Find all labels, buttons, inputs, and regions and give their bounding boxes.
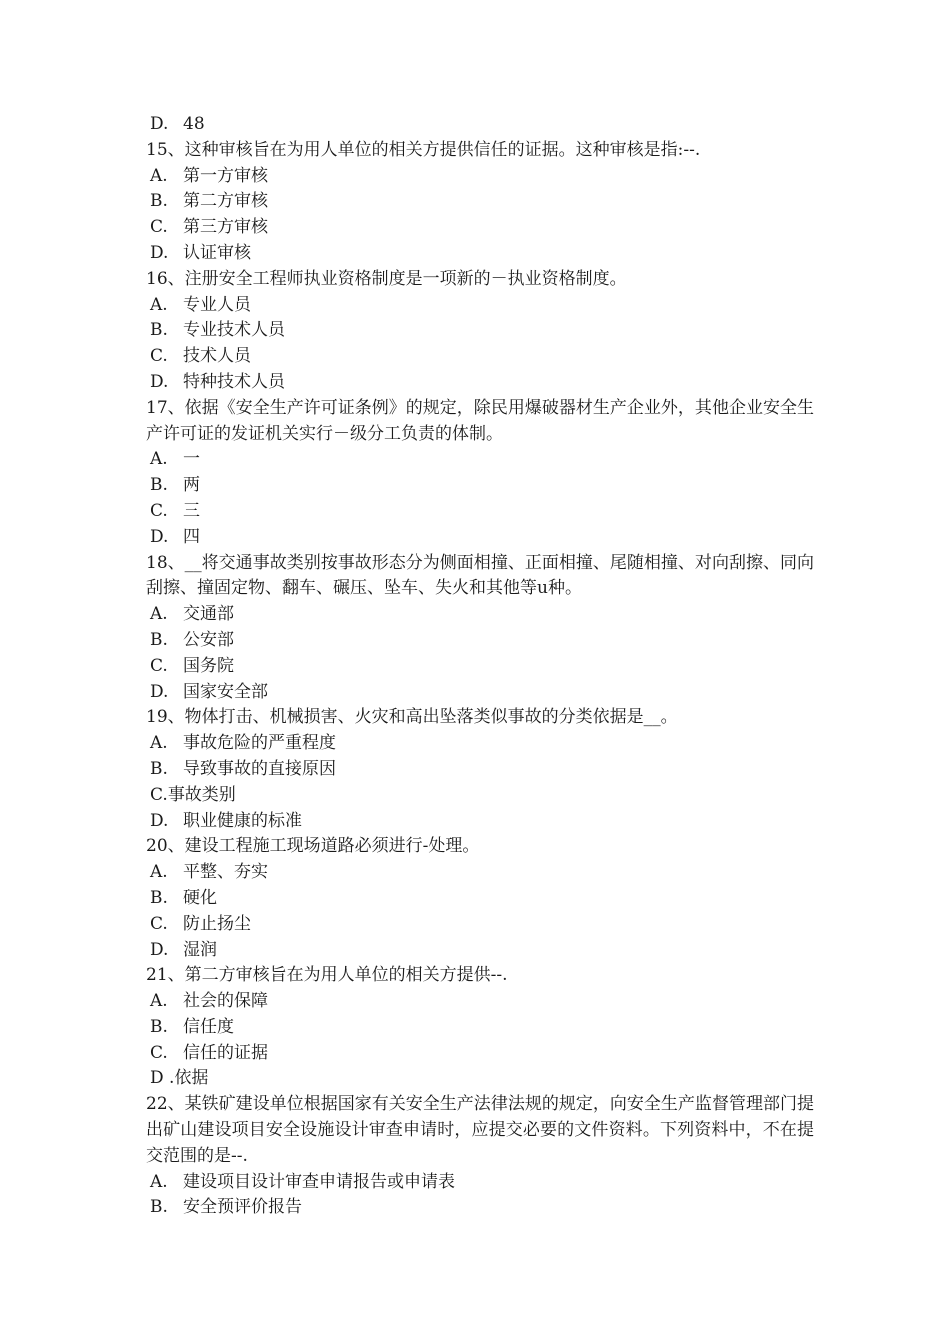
option-letter: A. xyxy=(150,1171,168,1192)
option-letter: A. xyxy=(150,165,168,186)
q17-option-b xyxy=(146,473,814,499)
option-letter: A. xyxy=(150,862,168,883)
option-letter: D. xyxy=(150,114,169,134)
option-text: 48 xyxy=(183,114,205,134)
q17-option-c xyxy=(146,499,814,525)
q17-option-d xyxy=(146,525,814,551)
q16-option-d xyxy=(146,370,814,396)
option-letter: D. xyxy=(150,810,169,831)
option-letter: B. xyxy=(150,1197,168,1218)
q20-option-d xyxy=(146,938,814,964)
q21-option-d xyxy=(146,1066,814,1092)
q18-option-b xyxy=(146,628,814,654)
option-text: 硬化 xyxy=(183,887,217,908)
option-letter: D. xyxy=(150,526,169,547)
question-20-stem: 20、建设工程施工现场道路必须进行-处理。 xyxy=(146,836,480,857)
question-22-stem: 22、某铁矿建设单位根据国家有关安全生产法律法规的规定，向安全生产监督管理部门提出矿山建设项目安全设施设计审查申请时，应提交必要的文件资料。下列资料中，不在提交范围的是--. xyxy=(146,1094,814,1166)
q20-option-b xyxy=(146,886,814,912)
option-letter: B. xyxy=(150,887,168,908)
q19-option-c xyxy=(146,783,814,809)
option-text: 信任的证据 xyxy=(183,1042,268,1063)
option-letter: C. xyxy=(150,655,168,676)
option-text: 信任度 xyxy=(183,1016,234,1037)
q19-option-a xyxy=(146,731,814,757)
option-letter: A. xyxy=(150,733,168,754)
option-text: 事故类别 xyxy=(167,784,236,805)
option-text: 安全预评价报告 xyxy=(183,1197,302,1218)
option-letter: A. xyxy=(150,294,168,315)
q19-option-b xyxy=(146,757,814,783)
q19-option-d xyxy=(146,809,814,835)
q15-option-a xyxy=(146,164,814,190)
q20-option-c xyxy=(146,912,814,938)
option-letter: D. xyxy=(150,242,169,263)
option-text: 技术人员 xyxy=(183,346,251,367)
option-text: 职业健康的标准 xyxy=(183,810,302,831)
option-text: 专业技术人员 xyxy=(183,320,285,341)
option-text: 国家安全部 xyxy=(183,681,268,702)
option-letter: C. xyxy=(150,913,168,934)
option-letter: A. xyxy=(150,991,168,1012)
option-letter: B. xyxy=(150,475,168,496)
q20-option-a xyxy=(146,860,814,886)
q16-option-b xyxy=(146,318,814,344)
document-page xyxy=(146,112,814,1221)
question-18-stem: 18、__将交通事故类别按事故形态分为侧面相撞、正面相撞、尾随相撞、对向刮擦、同向刮擦、撞固定物、翻车、碾压、坠车、失火和其他等u种。 xyxy=(146,552,814,599)
q21-option-a xyxy=(146,989,814,1015)
q21-option-b xyxy=(146,1015,814,1041)
option-letter: C. xyxy=(150,1042,168,1063)
option-text: 公安部 xyxy=(183,629,234,650)
option-text: 导致事故的直接原因 xyxy=(183,758,336,779)
option-letter: D. xyxy=(150,681,169,702)
option-text: 防止扬尘 xyxy=(183,913,251,934)
option-text: 特种技术人员 xyxy=(183,371,285,392)
option-letter: B. xyxy=(150,320,168,341)
q21-option-c xyxy=(146,1041,814,1067)
line-d-48 xyxy=(146,112,814,138)
option-letter: C. xyxy=(150,784,168,805)
option-letter: D. xyxy=(150,371,169,392)
option-letter: D. xyxy=(150,939,169,960)
option-text: 三 xyxy=(183,500,200,521)
q15-option-c xyxy=(146,215,814,241)
option-letter: B. xyxy=(150,1016,168,1037)
question-19-stem: 19、物体打击、机械损害、火灾和高出坠落类似事故的分类依据是__。 xyxy=(146,707,678,728)
option-text: 依据 xyxy=(174,1068,209,1089)
option-letter: D . xyxy=(150,1068,175,1089)
option-text: 两 xyxy=(183,475,200,496)
q18-option-a xyxy=(146,602,814,628)
option-text: 社会的保障 xyxy=(183,991,268,1012)
option-text: 四 xyxy=(183,526,200,547)
q16-option-c xyxy=(146,344,814,370)
q16-option-a xyxy=(146,293,814,319)
option-text: 第一方审核 xyxy=(183,165,268,186)
question-16-stem: 16、注册安全工程师执业资格制度是一项新的－执业资格制度。 xyxy=(146,268,627,289)
option-text: 建设项目设计审查申请报告或申请表 xyxy=(183,1171,455,1192)
q18-option-c xyxy=(146,654,814,680)
option-letter: C. xyxy=(150,217,168,238)
option-letter: C. xyxy=(150,500,168,521)
option-text: 交通部 xyxy=(183,604,234,625)
question-15-stem: 15、这种审核旨在为用人单位的相关方提供信任的证据。这种审核是指:--. xyxy=(146,139,701,160)
option-text: 湿润 xyxy=(183,939,217,960)
option-text: 国务院 xyxy=(183,655,234,676)
q15-option-d xyxy=(146,241,814,267)
q17-option-a xyxy=(146,447,814,473)
option-letter: B. xyxy=(150,191,168,212)
q22-option-b xyxy=(146,1195,814,1221)
option-text: 事故危险的严重程度 xyxy=(183,733,336,754)
q22-option-a xyxy=(146,1170,814,1196)
option-text: 认证审核 xyxy=(183,242,251,263)
option-text: 第三方审核 xyxy=(183,217,268,238)
q15-option-b xyxy=(146,189,814,215)
option-letter: A. xyxy=(150,604,168,625)
option-letter: B. xyxy=(150,629,168,650)
option-text: 一 xyxy=(183,449,200,470)
option-text: 平整、夯实 xyxy=(183,862,268,883)
option-text: 第二方审核 xyxy=(183,191,268,212)
option-letter: B. xyxy=(150,758,168,779)
option-letter: A. xyxy=(150,449,168,470)
question-21-stem: 21、第二方审核旨在为用人单位的相关方提供--. xyxy=(146,965,508,986)
question-17-stem: 17、依据《安全生产许可证条例》的规定，除民用爆破器材生产企业外，其他企业安全生产许可证的发证机关实行－级分工负责的体制。 xyxy=(146,397,814,444)
q18-option-d xyxy=(146,680,814,706)
option-letter: C. xyxy=(150,346,168,367)
option-text: 专业人员 xyxy=(183,294,251,315)
